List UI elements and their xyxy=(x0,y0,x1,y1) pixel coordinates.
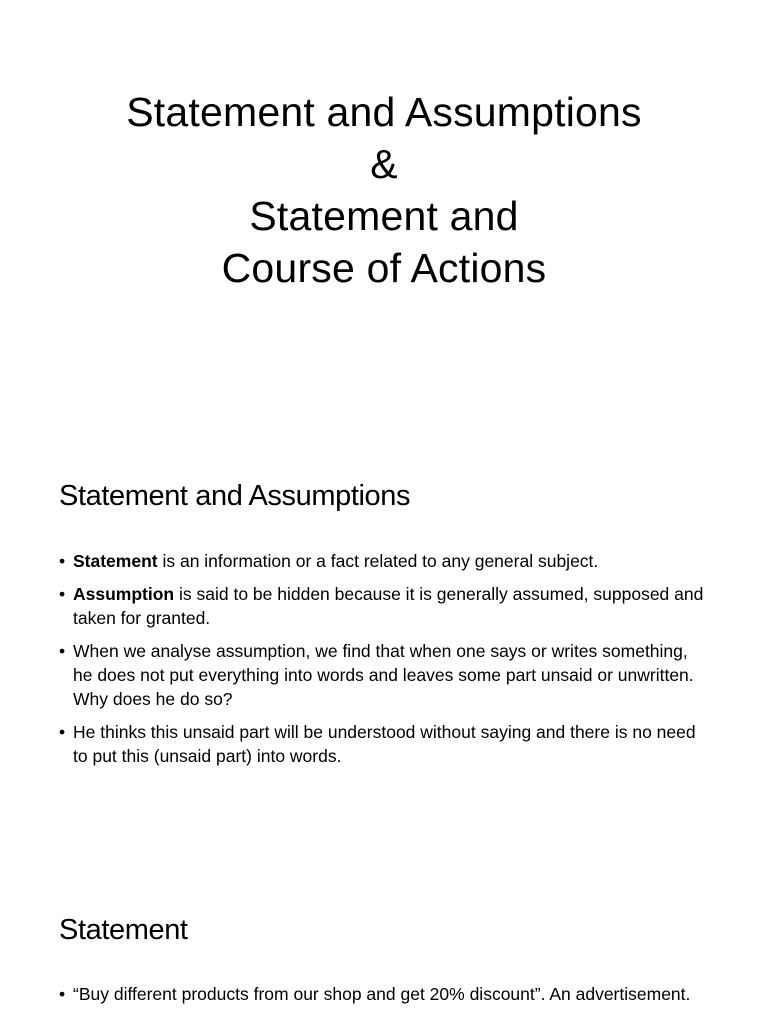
bullet-text: When we analyse assumption, we find that when one says or writes something, he does not put everything into words and leaves some part unsaid or unwritten. Why does he do so? xyxy=(73,641,694,709)
bold-term: Assumption xyxy=(73,584,175,604)
list-item xyxy=(59,982,709,1006)
title-line: & xyxy=(370,141,398,187)
bullet-text: is said to be hidden because it is generally assumed, supposed and taken for granted. xyxy=(73,584,704,628)
bullet-icon: • xyxy=(59,584,66,604)
list-item xyxy=(59,582,709,630)
list-item xyxy=(59,639,709,711)
title-line: Statement and xyxy=(249,193,519,239)
bullet-text: is an information or a fact related to any general subject. xyxy=(157,551,599,571)
title-line: Statement and Assumptions xyxy=(126,89,642,135)
bullet-icon: • xyxy=(59,551,66,571)
bullet-icon: • xyxy=(59,641,66,661)
bullet-icon: • xyxy=(59,984,66,1004)
list-item xyxy=(59,549,709,573)
title-line: Course of Actions xyxy=(221,245,547,291)
title-slide xyxy=(0,0,768,400)
bullet-list xyxy=(59,982,709,1015)
bullet-icon: • xyxy=(59,722,66,742)
slide-heading: Statement xyxy=(59,914,188,946)
slide-heading: Statement and Assumptions xyxy=(59,480,411,512)
presentation-title xyxy=(0,86,768,294)
definitions-slide xyxy=(0,432,768,852)
bullet-text: He thinks this unsaid part will be understood without saying and there is no need to put this (unsaid part) into words. xyxy=(73,722,696,766)
statement-slide xyxy=(0,866,768,1024)
bullet-text: “Buy different products from our shop and get 20% discount”. An advertisement. xyxy=(73,984,691,1004)
bold-term: Statement xyxy=(73,551,158,571)
list-item xyxy=(59,720,709,768)
bullet-list xyxy=(59,549,709,777)
